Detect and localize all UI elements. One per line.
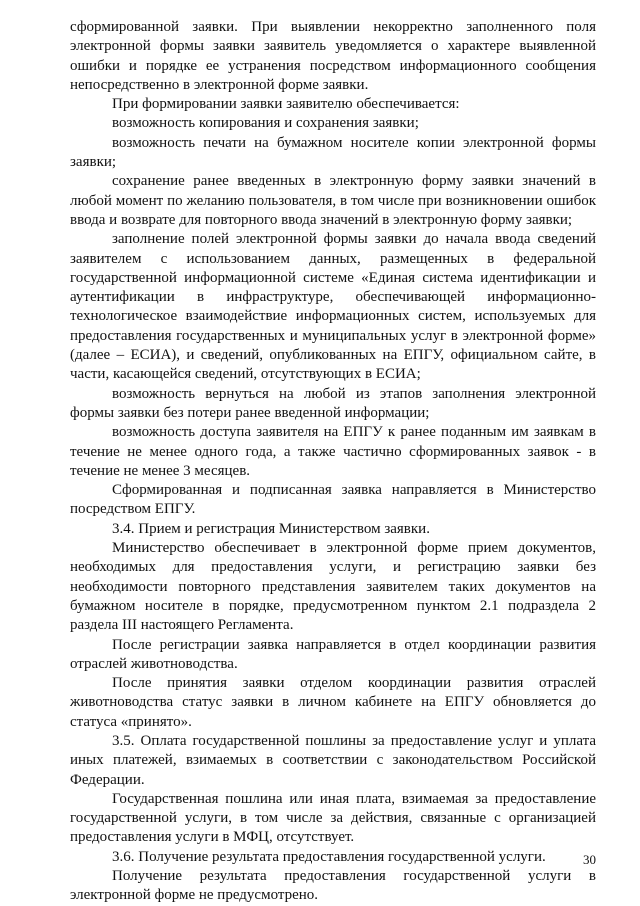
paragraph-fee: Государственная пошлина или иная плата, взимаемая за предоставление государственной услуги, в том числе за действия, связанные с организацией предоставления услуги в МФЦ, отсутствует. (70, 790, 596, 846)
body-text (70, 18, 596, 906)
paragraph-esia: заполнение полей электронной формы заявки до начала ввода сведений заявителем с использованием данных, размещенных в федеральной государственной информационной системе «Единая система идентификации и аутентификации в инфраструктуре, обеспечивающей информационно-технологическое взаимодействие информационных систем, используемых для предоставления государственных и муниципальных услуг в электронной форме» (далее – ЕСИА), и сведений, опубликованных на ЕПГУ, официальном сайте, в части, касающейся сведений, отсутствующих в ЕСИА; (70, 231, 596, 383)
paragraph-ensure-intro: При формировании заявки заявителю обеспечивается: (112, 96, 460, 113)
paragraph-result: Получение результата предоставления государственной услуги в электронной форме не предусмотрено. (70, 868, 596, 904)
paragraph-ministry: Министерство обеспечивает в электронной форме прием документов, необходимых для предоставления услуги, и регистрацию заявки без необходимости повторного представления заявителем таких документов на бумажном носителе в порядке, предусмотренном пунктом 2.1 подраздела 2 раздела III настоящего Регламента. (70, 540, 596, 634)
paragraph-save-values: сохранение ранее введенных в электронную форму заявки значений в любой момент по желанию пользователя, в том числе при возникновении ошибок ввода и возврате для повторного ввода значений в электронную форму заявки; (70, 173, 596, 228)
paragraph-print: возможность печати на бумажном носителе копии электронной формы заявки; (70, 134, 596, 171)
paragraph-access: возможность доступа заявителя на ЕПГУ к ранее поданным им заявкам в течение не менее одного года, а также частично сформированных заявок - в течение не менее 3 месяцев. (70, 424, 596, 479)
paragraph-after-registration: После регистрации заявка направляется в отдел координации развития отраслей животноводства. (70, 636, 596, 672)
paragraph-continuation: сформированной заявки. При выявлении некорректно заполненного поля электронной формы заявки заявитель уведомляется о характере выявленной ошибки и порядке ее устранения посредством информационного сообщения непосредственно в электронной форме заявки. (70, 19, 596, 93)
paragraph-return: возможность вернуться на любой из этапов заполнения электронной формы заявки без потери ранее введенной информации; (70, 385, 596, 421)
section-heading-3-6: 3.6. Получение результата предоставления государственной услуги. (112, 848, 546, 865)
paragraph-status: После принятия заявки отделом координации развития отраслей животноводства статус заявки в личном кабинете на ЕПГУ обновляется до статуса «принято». (70, 675, 596, 730)
paragraph-copy-save: возможность копирования и сохранения заявки; (112, 115, 419, 132)
page-number: 30 (583, 852, 596, 867)
section-heading-3-5: 3.5. Оплата государственной пошлины за предоставление услуг и уплата иных платежей, взимаемых в соответствии с законодательством Российской Федерации. (70, 732, 596, 788)
paragraph-submitted: Сформированная и подписанная заявка направляется в Министерство посредством ЕПГУ. (70, 482, 596, 518)
section-heading-3-4: 3.4. Прием и регистрация Министерством заявки. (112, 520, 430, 537)
